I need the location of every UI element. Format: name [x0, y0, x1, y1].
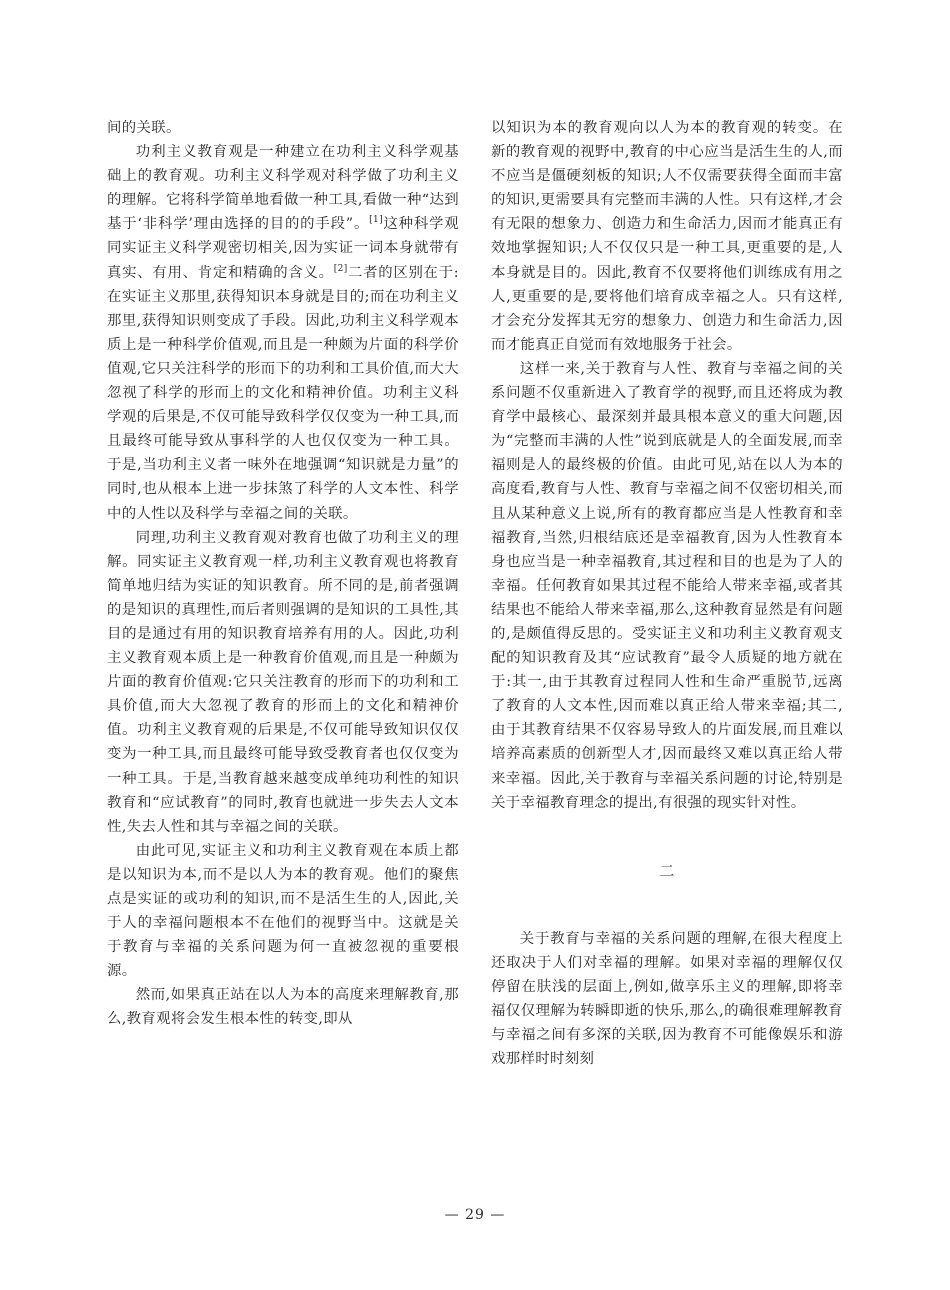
paragraph-text: 二者的区别在于:在实证主义那里,获得知识本身就是目的;而在功利主义那里,获得知识则变成了手段。因此,功利主义科学观本质上是一种科学价值观,而且是一种颇为片面的科学价值观,它只关注科学的形而下的功利和工具价值,而大大忽视了科学的形而上的文化和精神价值。功利主义科学观的后果是,不仅可能导致科学仅仅变为一种工具,而且最终可能导致从事科学的人也仅仅变为一种工具。于是,当功利主义者一味外在地强调“知识就是力量”的同时,也从根本上进一步抹煞了科学的人文本性、科学中的人性以及科学与幸福之间的关联。 — [107, 264, 459, 522]
paragraph: 由此可见,实证主义和功利主义教育观在本质上都是以知识为本,而不是以人为本的教育观。他们的聚焦点是实证的或功利的知识,而不是活生生的人,因此,关于人的幸福问题根本不在他们的视野当中。这就是关于教育与幸福的关系问题为何一直被忽视的重要根源。 — [107, 842, 459, 980]
page-number: — 29 — — [444, 1207, 506, 1223]
citation-ref: [1] — [369, 215, 383, 226]
paragraph: 然而,如果真正站在以人为本的高度来理解教育,那么,教育观将会发生根本性的转变,即从 — [107, 987, 459, 1028]
paragraph-text: 这种科学观同实证主义科学观密切相关,因为实证一词本身就带有真实、有用、肯定和精确的含义。 — [107, 216, 459, 281]
citation-ref: [2] — [333, 263, 348, 274]
paragraph: 以知识为本的教育观向以人为本的教育观的转变。在新的教育观的视野中,教育的中心应当是活生生的人,而不应当是僵硬刻板的知识;人不仅需要获得全面而丰富的知识,更需要具有完整而丰满的人性。只有这样,才会有无限的想象力、创造力和生命活力,因而才能真正有效地掌握知识;人不仅仅只是一种工具,更重要的是,人本身就是目的。因此,教育不仅要将他们训练成有用之人,更重要的是,要将他们培育成幸福之人。只有这样,才会充分发挥其无穷的想象力、创造力和生命活力,因而才能真正自觉而有效地服务于社会。 — [491, 120, 843, 353]
paragraph: 这样一来,关于教育与人性、教育与幸福之间的关系问题不仅重新进入了教育学的视野,而且还将成为教育学中最核心、最深刻并最具根本意义的重大问题,因为“完整而丰满的人性”说到底就是人的全面发展,而幸福则是人的最终极的价值。由此可见,站在以人为本的高度看,教育与人性、教育与幸福之间不仅密切相关,而且从某种意义上说,所有的教育都应当是人性教育和幸福教育,当然,归根结底还是幸福教育,因为人性教育本身也应当是一种幸福教育,其过程和目的也是为了人的幸福。任何教育如果其过程不能给人带来幸福,或者其结果也不能给人带来幸福,那么,这种教育显然是有问题的,是颇值得反思的。受实证主义和功利主义教育观支配的知识教育及其“应试教育”最令人质疑的地方就在于:其一,由于其教育过程同人性和生命严重脱节,远离了教育的人文本性,因而难以真正给人带来幸福;其二,由于其教育结果不仅容易导致人的片面发展,而且难以培养高素质的创新型人才,因而最终又难以真正给人带来幸福。因此,关于教育与幸福关系问题的讨论,特别是关于幸福教育理念的提出,有很强的现实针对性。 — [491, 360, 843, 811]
left-column — [107, 116, 459, 1032]
right-column — [491, 116, 843, 1071]
paragraph: 间的关联。 — [107, 120, 181, 136]
paragraph — [107, 140, 459, 526]
paragraph: 同理,功利主义教育观对教育也做了功利主义的理解。同实证主义教育观一样,功利主义教育观也将教育简单地归结为实证的知识教育。所不同的是,前者强调的是知识的真理性,而后者则强调的是知识的工具性,其目的是通过有用的知识教育培养有用的人。因此,功利主义教育观本质上是一种教育价值观,而且是一种颇为片面的教育价值观:它只关注教育的形而下的功利和工具价值,而大大忽视了教育的形而上的文化和精神价值。功利主义教育观的后果是,不仅可能导致知识仅仅变为一种工具,而且最终可能导致受教育者也仅仅变为一种工具。于是,当教育越来越变成单纯功利性的知识教育和“应试教育”的同时,教育也就进一步失去人文本性,失去人性和其与幸福之间的关联。 — [107, 529, 459, 835]
paragraph-text: 功利主义教育观是一种建立在功利主义科学观基础上的教育观。功利主义科学观对科学做了功利主义的理解。它将科学简单地看做一种工具,看做一种“达到基于‘非科学’理由选择的目的的手段”。 — [107, 144, 459, 233]
section-heading: 二 — [659, 861, 675, 880]
paragraph: 关于教育与幸福的关系问题的理解,在很大程度上还取决于人们对幸福的理解。如果对幸福的理解仅仅停留在肤浅的层面上,例如,做享乐主义的理解,即将幸福仅仅理解为转瞬即逝的快乐,那么,的确很难理解教育与幸福之间有多深的关联,因为教育不可能像娱乐和游戏那样时时刻刻 — [491, 930, 843, 1068]
